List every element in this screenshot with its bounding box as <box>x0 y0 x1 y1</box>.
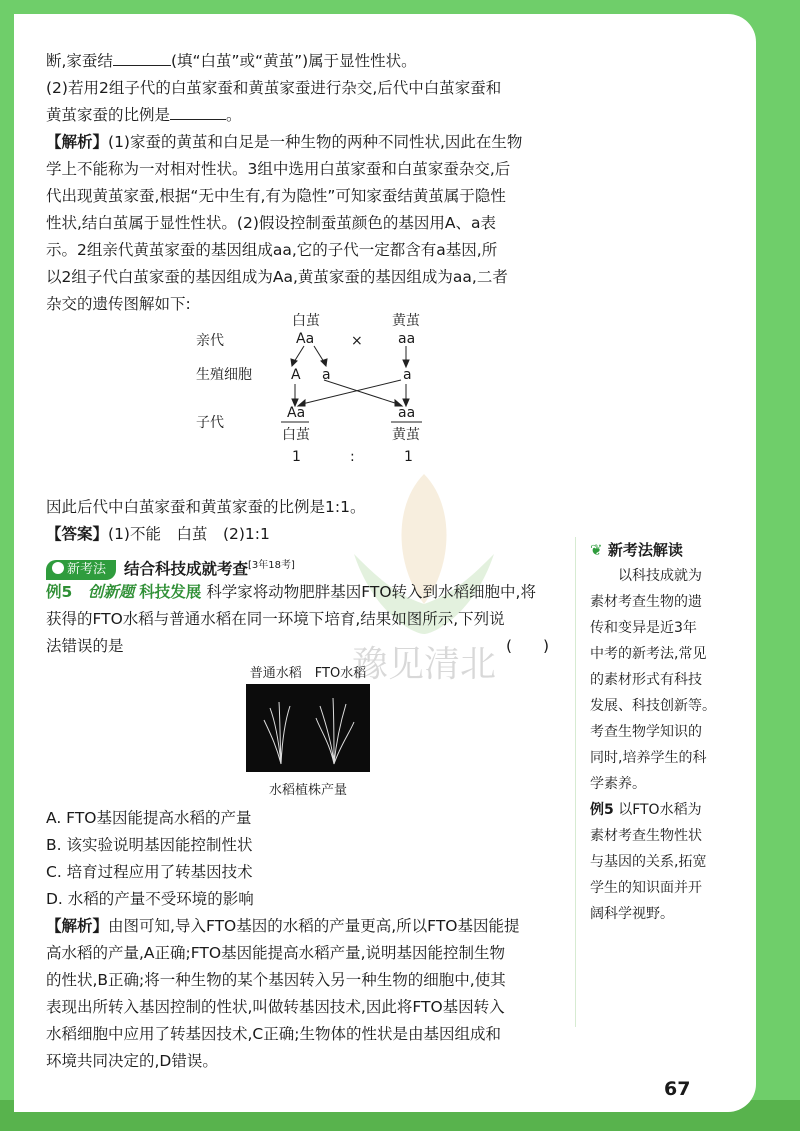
analysis-block-2 <box>46 913 570 1075</box>
parent-white-genotype: Aa <box>296 331 315 347</box>
leaf-icon: ❦ <box>590 541 603 559</box>
analysis-line: 学上不能称为一对相对性状。3组中选用白茧家蚕和白茧家蚕杂交,后 <box>46 160 511 178</box>
rice-plants-image <box>246 684 370 772</box>
offspring-right-genotype: aa <box>398 405 416 421</box>
bulb-icon <box>52 562 64 574</box>
watermark-text: 豫见清北 <box>351 644 497 684</box>
parent-yellow-name: 黄茧 <box>392 313 420 329</box>
section-title: 结合科技成就考查 <box>124 560 249 579</box>
analysis-line: 代出现黄茧家蚕,根据“无中生有,有为隐性”可知家蚕结黄茧属于隐性 <box>46 187 506 205</box>
answer-text: (1)不能 白茧 (2)1:1 <box>108 525 270 543</box>
question-line: 断,家蚕结 (填“白茧”或“黄茧”)属于显性性状。 <box>46 48 570 75</box>
sidebar-line: 素材考查生物的遗 <box>590 594 702 610</box>
sidebar-divider <box>575 537 576 1027</box>
ratio-colon: : <box>350 449 355 465</box>
sidebar-line: 的素材形式有科技 <box>590 672 702 688</box>
analysis-line: 的性状,B正确;将一种生物的某个基因转入另一种生物的细胞中,使其 <box>46 971 506 989</box>
ratio-right: 1 <box>404 449 413 465</box>
analysis-label: 【解析】 <box>46 133 109 151</box>
option-b: B. 该实验说明基因能控制性状 <box>46 836 253 854</box>
parent-white-name: 白茧 <box>292 313 320 329</box>
sidebar-line: 以科技成就为 <box>618 568 702 584</box>
analysis-line: 以2组子代白茧家蚕的基因组成为Aa,黄茧家蚕的基因组成为aa,二者 <box>46 268 508 286</box>
analysis-line: 高水稻的产量,A正确;FTO基因能提高水稻产量,说明基因能控制生物 <box>46 944 505 962</box>
analysis-line: 示。2组亲代黄茧家蚕的基因组成aa,它的子代一定都含有a基因,所 <box>46 241 498 259</box>
sidebar-line: 阔科学视野。 <box>590 906 674 922</box>
innovation-tag: 创新题 <box>87 583 135 601</box>
question-text: 科学家将动物肥胖基因FTO转入到水稻细胞中,将 <box>206 583 536 601</box>
offspring-right-name: 黄茧 <box>392 427 420 443</box>
page-number: 67 <box>664 1078 691 1100</box>
analysis-line: 性状,结白茧属于显性性状。(2)假设控制蚕茧颜色的基因用A、a表 <box>46 214 496 232</box>
analysis-line: 水稻细胞中应用了转基因技术,C正确;生物体的性状是由基因组成和 <box>46 1025 501 1043</box>
sidebar-line: 传和变异是近3年 <box>590 620 697 636</box>
sidebar-line: 同时,培养学生的科 <box>590 750 707 766</box>
answer-line <box>46 521 570 548</box>
analysis-line: (1)家蚕的黄茧和白足是一种生物的两种不同性状,因此在生物 <box>108 133 523 151</box>
example-question <box>46 579 570 660</box>
analysis-line: 表现出所转入基因控制的性状,叫做转基因技术,因此将FTO基因转入 <box>46 998 505 1016</box>
section-header <box>46 552 570 579</box>
analysis-label: 【解析】 <box>46 917 109 935</box>
tech-tag: 科技发展 <box>139 583 202 601</box>
analysis-line: 杂交的遗传图解如下: <box>46 295 191 313</box>
example-number: 例5 <box>46 583 73 601</box>
offspring-left-name: 白茧 <box>282 427 310 443</box>
section-frequency: [3年18考] <box>248 560 295 571</box>
answer-bracket: ( ) <box>506 637 550 655</box>
gamete-a: a <box>322 367 331 383</box>
figure-labels <box>46 664 570 684</box>
sidebar-line: 学素养。 <box>590 776 646 792</box>
sidebar-line: 考查生物学知识的 <box>590 724 702 740</box>
figure-caption: 水稻植株产量 <box>268 783 347 798</box>
sidebar-line: 中考的新考法,常见 <box>590 646 707 662</box>
genetic-cross-diagram <box>46 313 570 494</box>
option-a: A. FTO基因能提高水稻的产量 <box>46 809 252 827</box>
offspring-label: 子代 <box>196 415 224 431</box>
analysis-block <box>46 129 570 318</box>
sidebar-line: 以FTO水稻为 <box>618 802 702 818</box>
option-d: D. 水稻的产量不受环境的影响 <box>46 890 254 908</box>
sidebar-example-label: 例5 <box>590 802 614 818</box>
normal-rice-label: 普通水稻 <box>249 666 302 681</box>
conclusion: 因此后代中白茧家蚕和黄茧家蚕的比例是1:1。 <box>46 498 366 516</box>
answer-label: 【答案】 <box>46 525 109 543</box>
fto-rice-label: FTO水稻 <box>314 666 367 681</box>
rice-figure <box>46 664 570 801</box>
sidebar-line: 与基因的关系,拓宽 <box>590 854 707 870</box>
analysis-line: 由图可知,导入FTO基因的水稻的产量更高,所以FTO基因能提 <box>108 917 520 935</box>
sidebar-line: 发展、科技创新等。 <box>590 698 716 714</box>
parent-yellow-genotype: aa <box>398 331 416 347</box>
ratio-left: 1 <box>292 449 301 465</box>
parent-label: 亲代 <box>196 333 224 349</box>
offspring-left-genotype: Aa <box>287 405 306 421</box>
gamete-A: A <box>291 367 301 383</box>
sidebar-line: 学生的知识面并开 <box>590 880 702 896</box>
question-text-last: 法错误的是 ( ) <box>46 633 570 660</box>
question-text: 获得的FTO水稻与普通水稻在同一环境下培育,结果如图所示,下列说 <box>46 610 505 628</box>
sidebar-title: ❦ 新考法解读 <box>590 541 683 559</box>
sidebar-line: 素材考查生物性状 <box>590 828 702 844</box>
analysis-line: 环境共同决定的,D错误。 <box>46 1052 218 1070</box>
rice-plant-photo <box>246 684 370 772</box>
sidebar <box>590 537 720 927</box>
main-column <box>46 48 570 1075</box>
gamete-label: 生殖细胞 <box>196 367 252 383</box>
question-line: 黄茧家蚕的比例是 。 <box>46 102 570 129</box>
gamete-a-yellow: a <box>403 367 412 383</box>
cross-symbol: × <box>351 333 363 349</box>
question-line: (2)若用2组子代的白茧家蚕和黄茧家蚕进行杂交,后代中白茧家蚕和 <box>46 79 502 97</box>
new-method-badge: 新考法 <box>46 560 116 580</box>
option-c: C. 培育过程应用了转基因技术 <box>46 863 253 881</box>
